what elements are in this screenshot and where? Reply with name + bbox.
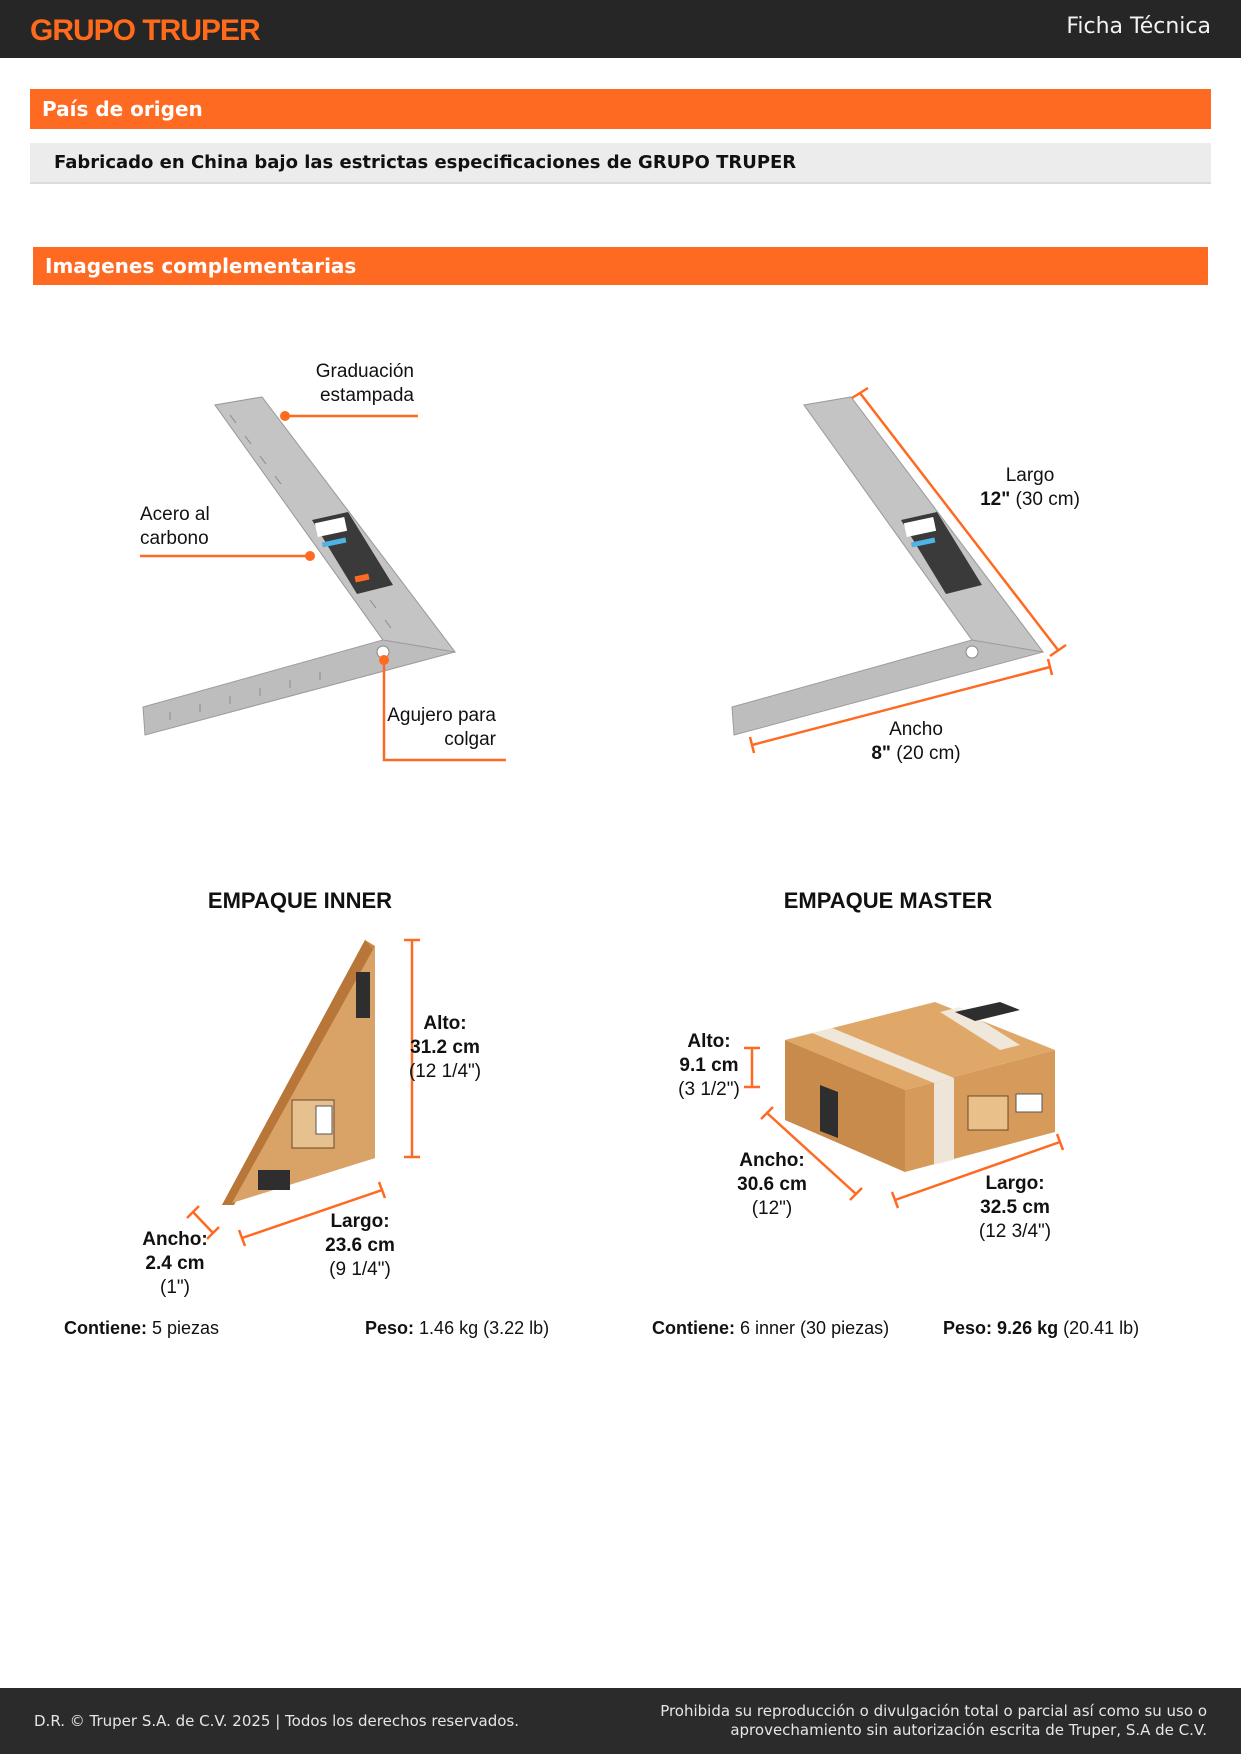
square-feature-image: [143, 397, 455, 735]
callout-acero: Acero al carbono: [140, 504, 210, 549]
callout-graduacion: Graduación estampada: [315, 361, 414, 406]
master-ancho-label: Ancho: 30.6 cm (12"): [737, 1150, 807, 1219]
largo-dimension-label: Largo 12" (30 cm): [980, 465, 1080, 510]
inner-contents: Contiene: 5 piezas: [64, 1318, 220, 1338]
images-heading: Imagenes complementarias: [33, 247, 1208, 285]
inner-package-image: [222, 940, 375, 1205]
inner-ancho-label: Ancho: 2.4 cm (1"): [142, 1229, 208, 1298]
master-largo-label: Largo: 32.5 cm (12 3/4"): [978, 1173, 1052, 1242]
master-package-title: EMPAQUE MASTER: [783, 888, 993, 913]
inner-package-title: EMPAQUE INNER: [207, 888, 393, 913]
reproduction-notice: Prohibida su reproducción o divulgación total o parcial así como su uso o aprovechamiento sin autorización escrita de Truper, S.A de C.V.: [660, 1702, 1207, 1739]
doc-type-title: Ficha Técnica: [1066, 14, 1211, 39]
brand-logo: GRUPO TRUPER: [30, 14, 260, 47]
ancho-dimension-label: Ancho 8" (20 cm): [871, 719, 961, 764]
master-package-image: [785, 1002, 1055, 1172]
copyright-notice: D.R. © Truper S.A. de C.V. 2025 | Todos los derechos reservados.: [34, 1712, 519, 1730]
master-contents: Contiene: 6 inner (30 piezas): [652, 1318, 890, 1338]
inner-weight: Peso: 1.46 kg (3.22 lb): [365, 1318, 550, 1338]
page-footer: [0, 1688, 1241, 1754]
callout-agujero: Agujero para colgar: [387, 705, 496, 750]
origin-text: Fabricado en China bajo las estrictas especificaciones de GRUPO TRUPER: [30, 143, 1211, 184]
origin-heading: País de origen: [30, 89, 1211, 129]
master-alto-label: Alto: 9.1 cm (3 1/2"): [678, 1031, 740, 1100]
inner-alto-label: Alto: 31.2 cm (12 1/4"): [408, 1013, 482, 1082]
square-dimension-image: [732, 397, 1043, 735]
master-weight: Peso: 9.26 kg (20.41 lb): [943, 1318, 1140, 1338]
inner-largo-label: Largo: 23.6 cm (9 1/4"): [325, 1211, 395, 1280]
